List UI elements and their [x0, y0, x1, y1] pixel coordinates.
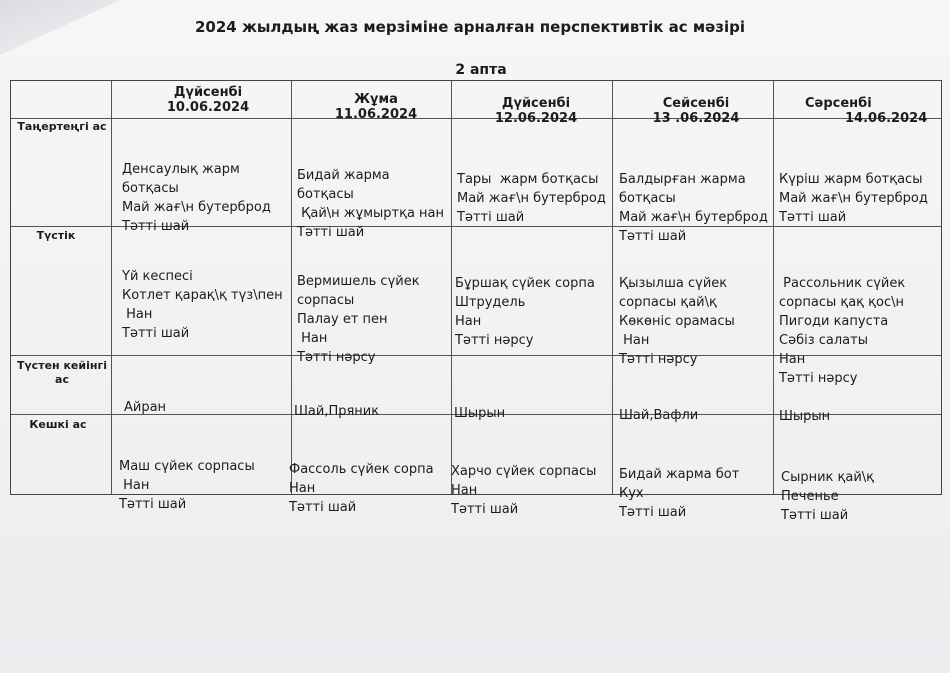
menu-cell: Үй кеспесі Котлет қарақ\қ түз\пен Нан Тәтті шай — [122, 269, 283, 341]
menu-cell: Сырник қай\қ Печенье Тәтті шай — [781, 470, 875, 523]
menu-cell: Қызылша сүйек сорпасы қай\қ Көкөніс орамасы Нан Тәтті нәрсу — [619, 276, 735, 367]
meal-label-afternoon: Түстен кейінгі ас — [17, 359, 107, 386]
menu-cell: Тары жарм ботқасы Май жағ\н бутерброд Тәтті шай — [457, 172, 606, 225]
menu-cell: Балдырған жарма ботқасы Май жағ\н бутерброд Тәтті шай — [619, 172, 768, 244]
col-divider — [111, 81, 112, 494]
menu-cell: Бидай жарма бот Кух Тәтті шай — [619, 467, 740, 520]
menu-cell: Айран — [124, 400, 167, 415]
menu-cell: Харчо сүйек сорпасы Нан Тәтті шай — [451, 464, 597, 517]
week-subtitle: 2 апта — [455, 62, 507, 78]
menu-cell: Рассольник сүйек сорпасы қақ қос\н Пигоди капуста Сәбіз салаты Нан Тәтті нәрсу — [779, 276, 906, 386]
menu-cell: Бұршақ сүйек сорпа Штрудель Нан Тәтті нәрсу — [455, 276, 595, 348]
day-header: Жұма 11.06.2024 — [334, 92, 418, 122]
meal-label-breakfast: Таңертеңгі ас — [17, 120, 107, 133]
day-header: Сейсенбі 13 .06.2024 — [652, 96, 740, 126]
menu-cell: Күріш жарм ботқасы Май жағ\н бутерброд Тәтті шай — [779, 172, 928, 225]
col-divider — [612, 81, 613, 494]
day-header: Дүйсенбі 12.06.2024 — [494, 96, 578, 126]
menu-cell: Бидай жарма ботқасы Қай\н жұмыртқа нан Тәтті шай — [297, 168, 445, 240]
menu-cell: Шырын — [454, 406, 506, 421]
day-header: Сәрсенбі 14.06.2024 — [805, 96, 928, 126]
page-title: 2024 жылдың жаз мерзіміне арналған перспективтік ас мәзірі — [194, 18, 746, 36]
menu-cell: Вермишель сүйек сорпасы Палау ет пен Нан Тәтті нәрсу — [297, 274, 420, 365]
menu-table — [10, 80, 942, 523]
menu-cell: Шай,Пряник — [294, 404, 380, 419]
menu-cell: Денсаулық жарм ботқасы Май жағ\н бутерброд Тәтті шай — [122, 162, 271, 234]
col-divider — [773, 81, 774, 494]
menu-cell: Шай,Вафли — [619, 408, 699, 423]
day-header: Дүйсенбі 10.06.2024 — [166, 85, 250, 115]
menu-cell: Фассоль сүйек сорпа Нан Тәтті шай — [289, 462, 434, 515]
meal-label-dinner: Кешкі ас — [29, 418, 87, 431]
menu-cell: Маш сүйек сорпасы Нан Тәтті шай — [119, 459, 255, 512]
meal-label-lunch: Түстік — [36, 229, 76, 242]
menu-cell: Шырын — [779, 409, 831, 424]
